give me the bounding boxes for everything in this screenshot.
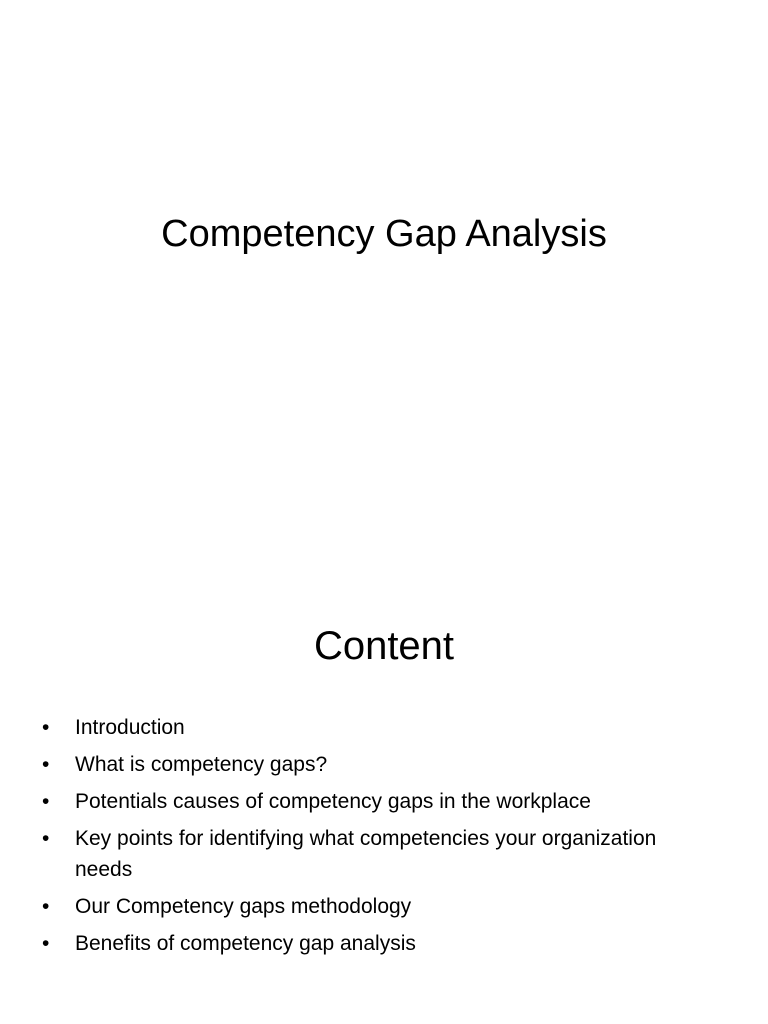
bullet-text: Key points for identifying what competencies your organization needs [75,827,657,881]
bullet-item-key-points [42,823,682,885]
bullet-item-methodology [42,891,682,922]
content-slide [0,512,768,1024]
bullet-item-benefits [42,928,682,959]
bullet-icon: • [42,895,50,918]
bullet-icon: • [42,753,50,776]
bullet-item-potential-causes [42,786,682,817]
presentation-title: Competency Gap Analysis [161,213,607,255]
bullet-text: Benefits of competency gap analysis [75,932,416,955]
bullet-text: What is competency gaps? [75,753,328,776]
bullet-icon: • [42,827,50,850]
bullet-item-introduction [42,712,682,743]
bullet-icon: • [42,932,50,955]
bullet-text: Our Competency gaps methodology [75,895,412,918]
bullet-icon: • [42,790,50,813]
content-bullet-list [42,712,682,965]
bullet-icon: • [42,716,50,739]
content-slide-title: Content [313,624,455,668]
bullet-text: Potentials causes of competency gaps in the workplace [75,790,591,813]
bullet-item-what-is-competency-gaps [42,749,682,780]
bullet-text: Introduction [75,716,185,739]
